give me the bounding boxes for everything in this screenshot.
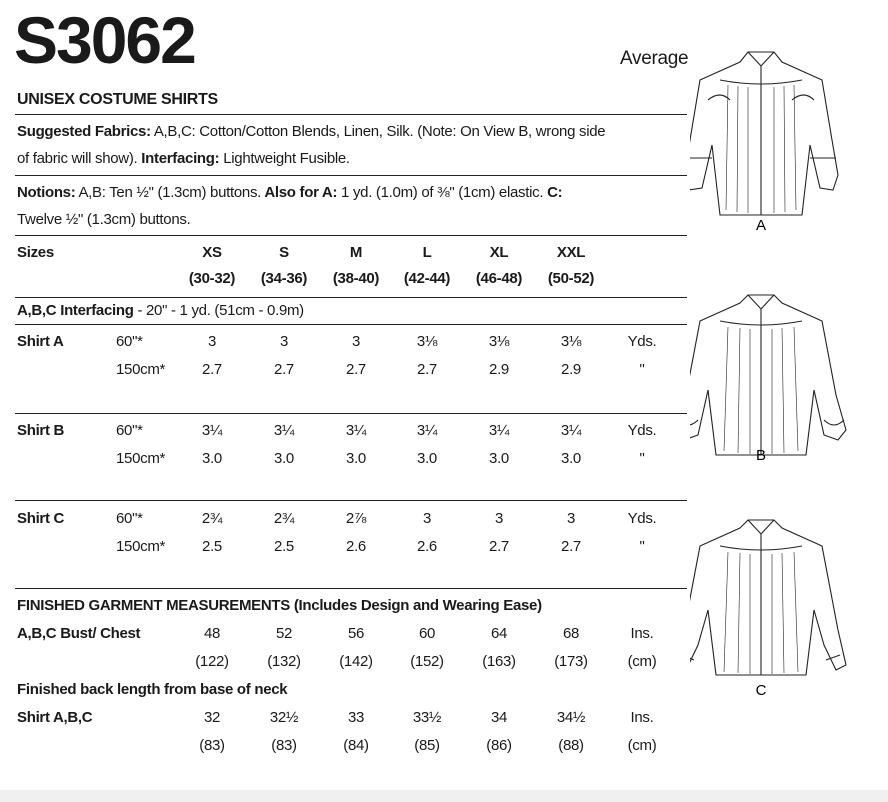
yardage-value: 3.0 <box>489 450 509 467</box>
view-a-label: A <box>755 217 767 234</box>
size-range: (50-52) <box>547 270 595 287</box>
yardage-value: 3 <box>279 333 289 350</box>
yardage-value: 2⅞ <box>345 510 367 527</box>
yardage-value: 2.7 <box>489 538 509 555</box>
back-cm-value: (88) <box>558 737 584 754</box>
fabrics-line-1 <box>17 123 605 140</box>
bust-cm-value: (142) <box>339 653 373 670</box>
view-b-label: B <box>755 447 767 464</box>
yardage-value: 3 <box>422 510 432 527</box>
bust-inches-value: 60 <box>418 625 436 642</box>
back-cm-value: (83) <box>271 737 297 754</box>
fabrics-line-2 <box>17 150 350 167</box>
size-name: XXL <box>556 244 586 261</box>
yardage-value: 3¼ <box>201 422 223 439</box>
notions-c-label: C: <box>543 184 563 201</box>
back-cm-value: (86) <box>486 737 512 754</box>
yardage-value: 3¼ <box>273 422 295 439</box>
back-unit-inches: Ins. <box>630 709 654 726</box>
shirt-view-c-illustration <box>690 520 846 675</box>
size-range: (38-40) <box>332 270 380 287</box>
interfacing-row-value: - 20" - 1 yd. (51cm - 0.9m) <box>133 302 304 319</box>
shirt-view-a-illustration <box>690 52 838 215</box>
bust-inches-value: 48 <box>203 625 221 642</box>
yardage-value: 3.0 <box>417 450 437 467</box>
yardage-value: 2.7 <box>561 538 581 555</box>
size-range: (42-44) <box>403 270 451 287</box>
yardage-shirt-label: Shirt C <box>17 510 65 527</box>
notions-label: Notions: <box>17 184 76 201</box>
size-range: (34-36) <box>260 270 308 287</box>
measurements-title: FINISHED GARMENT MEASUREMENTS <box>17 597 290 614</box>
back-inches-value: 32½ <box>269 709 299 726</box>
yardage-unit: Yds. <box>627 422 657 439</box>
yardage-value: 3⅛ <box>560 333 582 350</box>
yardage-unit: " <box>639 361 645 378</box>
yardage-value: 3¼ <box>345 422 367 439</box>
back-inches-value: 32 <box>203 709 221 726</box>
yardage-value: 2.9 <box>561 361 581 378</box>
yardage-value: 3.0 <box>346 450 366 467</box>
fit-label: Average <box>620 48 689 69</box>
back-inches-value: 33½ <box>412 709 442 726</box>
yardage-value: 3.0 <box>202 450 222 467</box>
size-name: L <box>422 244 432 261</box>
bust-unit-cm: (cm) <box>627 653 657 670</box>
size-range: (46-48) <box>475 270 523 287</box>
yardage-value: 2.6 <box>346 538 366 555</box>
back-inches-value: 34½ <box>556 709 586 726</box>
page-title: UNISEX COSTUME SHIRTS <box>17 91 218 108</box>
shirt-view-b-illustration <box>690 295 846 455</box>
back-label: Shirt A,B,C <box>17 709 93 726</box>
yardage-value: 2.6 <box>417 538 437 555</box>
yardage-shirt-label: Shirt A <box>17 333 64 350</box>
yardage-value: 3¼ <box>488 422 510 439</box>
bust-cm-value: (132) <box>267 653 301 670</box>
yardage-unit: Yds. <box>627 510 657 527</box>
measurements-heading <box>17 597 542 614</box>
back-cm-value: (85) <box>414 737 440 754</box>
yardage-value: 3¼ <box>560 422 582 439</box>
fabrics-label: Suggested Fabrics: <box>17 123 151 140</box>
fabric-width: 60"* <box>116 510 143 527</box>
interfacing-row <box>17 302 304 319</box>
yardage-value: 3 <box>566 510 576 527</box>
yardage-value: 3 <box>494 510 504 527</box>
back-cm-value: (83) <box>199 737 225 754</box>
fabric-width: 60"* <box>116 333 143 350</box>
size-name: XS <box>202 244 222 261</box>
shirt-illustrations <box>690 40 860 710</box>
fabric-width: 150cm* <box>116 361 166 378</box>
notions-text-1a: A,B: Ten ½" (1.3cm) buttons. <box>75 184 262 201</box>
yardage-value: 3¼ <box>416 422 438 439</box>
back-cm-value: (84) <box>343 737 369 754</box>
fabric-width: 150cm* <box>116 538 166 555</box>
interfacing-value: Lightweight Fusible. <box>219 150 350 167</box>
bust-inches-value: 64 <box>490 625 508 642</box>
yardage-unit: " <box>639 450 645 467</box>
size-range: (30-32) <box>188 270 236 287</box>
bust-unit-inches: Ins. <box>630 625 654 642</box>
fabrics-text-1: A,B,C: Cotton/Cotton Blends, Linen, Silk. (Note: On View B, wrong side <box>150 123 606 140</box>
back-inches-value: 34 <box>490 709 508 726</box>
interfacing-label: Interfacing: <box>141 150 220 167</box>
yardage-value: 3 <box>207 333 217 350</box>
yardage-value: 2.5 <box>274 538 294 555</box>
measurements-subtitle: (Includes Design and Wearing Ease) <box>289 597 542 614</box>
bust-cm-value: (173) <box>554 653 588 670</box>
notions-line-1 <box>17 184 562 201</box>
bust-inches-value: 52 <box>275 625 293 642</box>
size-name: XL <box>489 244 509 261</box>
fabric-width: 60"* <box>116 422 143 439</box>
yardage-value: 2.5 <box>202 538 222 555</box>
fabric-width: 150cm* <box>116 450 166 467</box>
yardage-value: 3 <box>351 333 361 350</box>
yardage-value: 2.7 <box>417 361 437 378</box>
yardage-value: 2.9 <box>489 361 509 378</box>
fabrics-text-2: of fabric will show). <box>17 150 138 167</box>
notions-also-label: Also for A: <box>261 184 338 201</box>
view-c-label: C <box>755 682 767 699</box>
bust-label: A,B,C Bust/ Chest <box>17 625 141 642</box>
notions-line-2: Twelve ½" (1.3cm) buttons. <box>17 211 191 228</box>
bust-cm-value: (163) <box>482 653 516 670</box>
yardage-unit: " <box>639 538 645 555</box>
yardage-value: 3⅛ <box>488 333 510 350</box>
sizes-label: Sizes <box>17 244 54 261</box>
yardage-value: 3.0 <box>561 450 581 467</box>
yardage-value: 3.0 <box>274 450 294 467</box>
yardage-value: 2.7 <box>202 361 222 378</box>
bust-cm-value: (152) <box>410 653 444 670</box>
back-inches-value: 33 <box>347 709 365 726</box>
yardage-value: 3⅛ <box>416 333 438 350</box>
bust-cm-value: (122) <box>195 653 229 670</box>
interfacing-row-label: A,B,C Interfacing <box>17 302 134 319</box>
yardage-value: 2¾ <box>273 510 295 527</box>
size-name: M <box>349 244 363 261</box>
yardage-value: 2.7 <box>274 361 294 378</box>
notions-text-1b: 1 yd. (1.0m) of ⅜" (1cm) elastic. <box>337 184 544 201</box>
bust-inches-value: 68 <box>562 625 580 642</box>
bust-inches-value: 56 <box>347 625 365 642</box>
yardage-unit: Yds. <box>627 333 657 350</box>
page-footer-bar <box>0 790 888 802</box>
back-length-title: Finished back length from base of neck <box>17 681 288 698</box>
yardage-value: 2¾ <box>201 510 223 527</box>
back-unit-cm: (cm) <box>627 737 657 754</box>
size-name: S <box>279 244 289 261</box>
pattern-number: S3062 <box>14 3 195 77</box>
yardage-value: 2.7 <box>346 361 366 378</box>
yardage-shirt-label: Shirt B <box>17 422 65 439</box>
